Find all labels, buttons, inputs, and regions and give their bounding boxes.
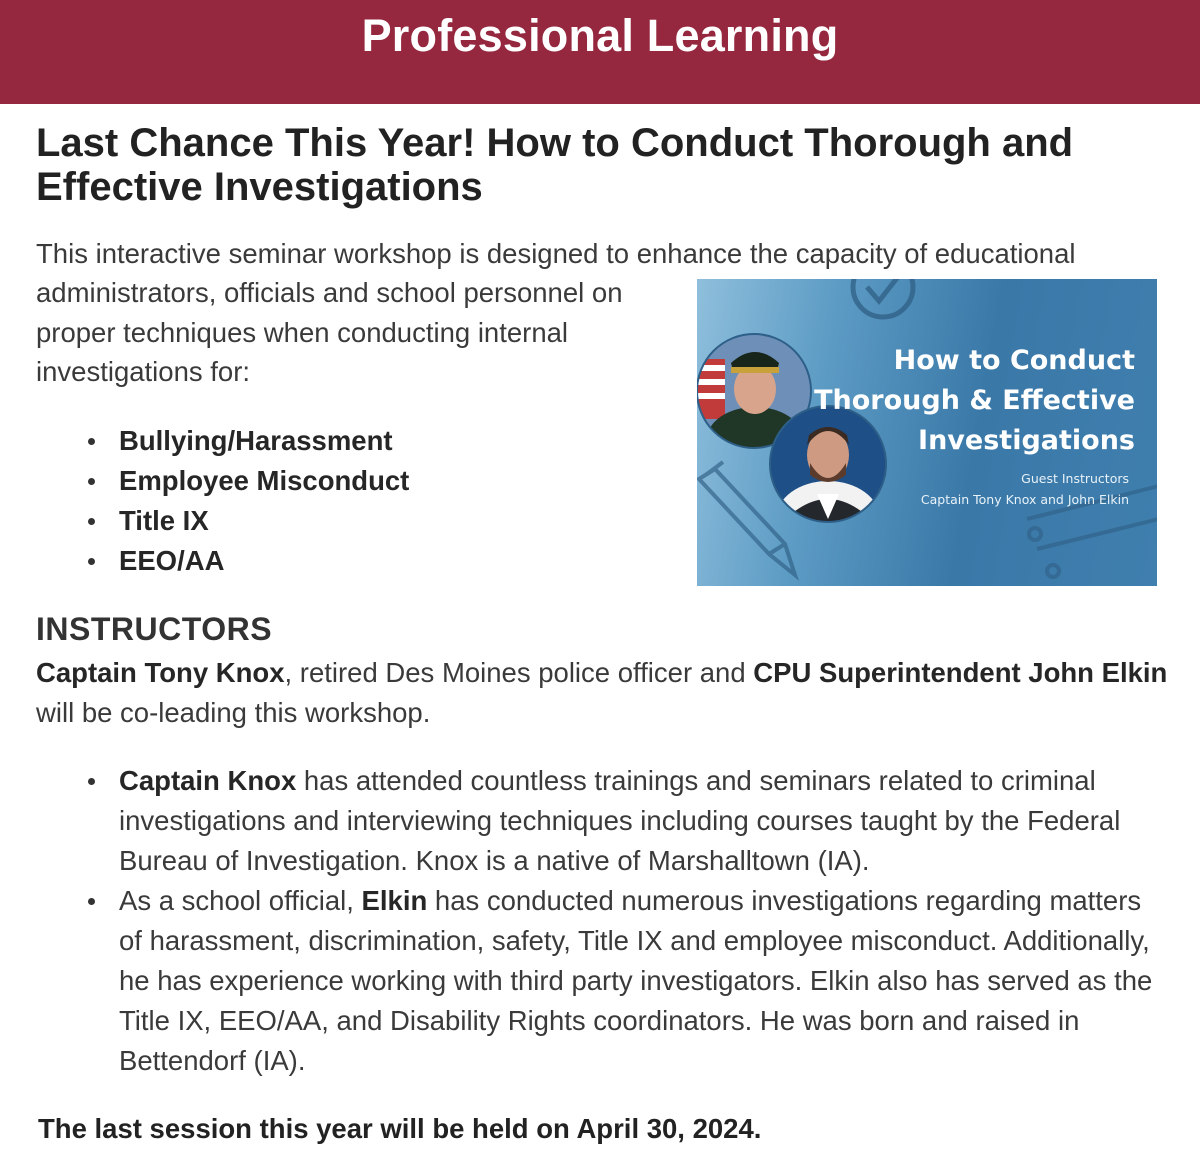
intro-text-rest: administrators, officials and school personnel on proper techniques when conducting internal investigations for: [36,277,623,387]
intro-text-line1: This interactive seminar workshop is designed to enhance the capacity of educational [36,238,1076,269]
checkmark-doodle-icon [853,279,913,317]
instructors-paragraph [36,653,1176,733]
bio-lead: As a school official, [119,885,362,916]
topic-item: Bullying/Harassment [36,421,409,461]
bio-text: has conducted numerous investigations regarding matters of harassment, discrimination, safety, Title IX and employee misconduct. Additionally, he has experience working with third party investigators. Elkin also has served as the Title IX, EEO/AA, and Disability Rights coordinators. He was born and raised in Bettendorf (IA). [119,885,1153,1076]
instructors-heading: INSTRUCTORS [36,611,273,647]
promo-guest-instructors [921,468,1129,510]
instructors-text: , retired Des Moines police officer and [284,657,754,688]
article-headline: Last Chance This Year! How to Conduct Thorough and Effective Investigations [36,121,1074,209]
promo-title-line: How to Conduct [893,345,1135,376]
topic-item: Employee Misconduct [36,461,409,501]
header-banner [0,0,1200,104]
bio-name: Elkin [361,885,428,916]
topic-item: EEO/AA [36,541,409,581]
promo-guest-label: Guest Instructors [1021,471,1129,486]
topics-list [36,421,409,581]
promo-image [697,279,1157,586]
instructor-name-elkin: CPU Superintendent John Elkin [753,657,1168,688]
instructor-name-knox: Captain Tony Knox [36,657,285,688]
bio-name: Captain Knox [119,765,297,796]
promo-guest-names: Captain Tony Knox and John Elkin [920,492,1129,507]
banner-title: Professional Learning [361,10,839,61]
bio-item-elkin [36,881,1166,1081]
closing-statement: The last session this year will be held on April 30, 2024. [38,1113,762,1144]
bio-item-knox [36,761,1166,881]
promo-title-line: Investigations [918,425,1135,456]
instructor-bio-list [36,761,1166,1081]
promo-title-line: Thorough & Effective [814,385,1135,416]
promo-title [814,341,1135,461]
topic-item: Title IX [36,501,409,541]
instructors-text: will be co-leading this workshop. [36,697,431,728]
bio-text: has attended countless trainings and seminars related to criminal investigations and interviewing techniques including courses taught by the Federal Bureau of Investigation. Knox is a native of Marshalltown (IA). [119,765,1121,876]
